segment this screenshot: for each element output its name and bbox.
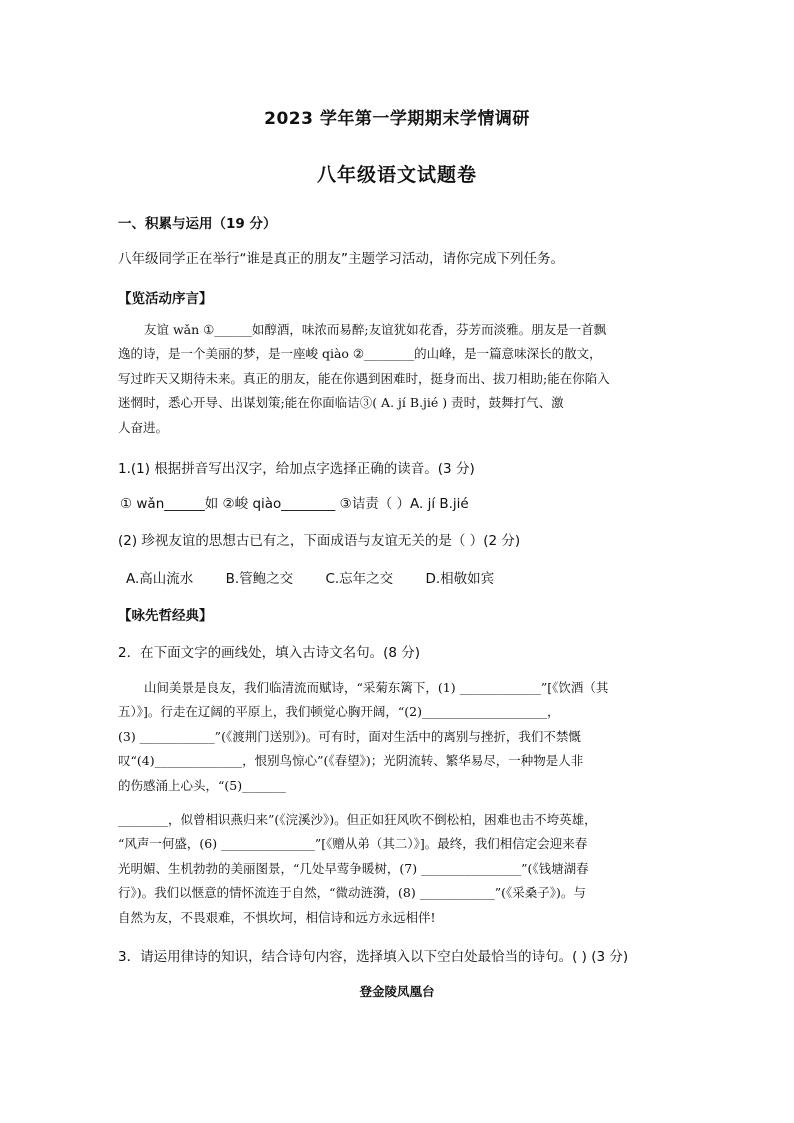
- question-2-paragraph-2: [118, 808, 680, 930]
- q2-line: 山间美景是良友，我们临清流而赋诗，“采菊东篱下，(1) _____________”[《饮酒（其: [144, 680, 609, 695]
- question-2: 2．在下面文字的画线处，填入古诗文名句。(8 分): [118, 645, 421, 661]
- option-a: A.高山流水: [126, 571, 194, 587]
- part-a-heading: 【览活动序言】: [118, 291, 213, 307]
- option-b: B.管鲍之交: [225, 571, 294, 587]
- preface-line: 迷惘时，悉心开导、出谋划策;能在你面临诘③( A. jí B.jié ) 责时，鼓舞打气、激: [118, 395, 564, 411]
- exam-title: 2023 学年第一学期期末学情调研: [264, 109, 530, 129]
- preface-line: 友谊 wǎn ①______如醇酒，味浓而易醉;友谊犹如花香，芬芳而淡雅。朋友是一首飘: [144, 322, 607, 337]
- question-1-1: 1.(1) 根据拼音写出汉字，给加点字选择正确的读音。(3 分): [118, 461, 475, 477]
- q2-line: 光明媚、生机勃勃的美丽图景，“几处早莺争暖树，(7) ________________”(《钱塘湖春: [118, 860, 589, 876]
- question-1-1-answer: ① wǎn______如 ②峻 qiào________ ③诘责（ ）A. jí B.jié: [120, 496, 469, 512]
- q2-line: ________，似曾相识燕归来”(《浣溪沙》)。但正如狂风吹不倒松柏，困难也击不垮英雄，: [118, 812, 597, 827]
- q2-line: 行》)。我们以惬意的情怀流连于自然，“微动涟漪，(8) ____________”(《采桑子》)。与: [118, 885, 586, 901]
- part-b-heading: 【咏先哲经典】: [118, 608, 213, 624]
- section-heading: 一、积累与运用（19 分）: [118, 216, 277, 232]
- question-3: 3．请运用律诗的知识，结合诗句内容，选择填入以下空白处最恰当的诗句。( ) (3 分): [118, 949, 629, 965]
- preface-paragraph: [118, 318, 680, 440]
- preface-line: 写过昨天又期待未来。真正的朋友，能在你遇到困难时，挺身而出、拔刀相助;能在你陷入: [118, 370, 610, 386]
- option-c: C.忘年之交: [325, 571, 394, 587]
- question-1-2: (2) 珍视友谊的思想古已有之，下面成语与友谊无关的是（ ）(2 分): [118, 533, 521, 549]
- section-intro: 八年级同学正在举行“谁是真正的朋友”主题学习活动，请你完成下列任务。: [118, 251, 564, 267]
- q2-line: 叹“(4)______________，恨别鸟惊心”(《春望》)；光阴流转、繁华易尽，一种物是人非: [118, 753, 584, 769]
- q2-line: (3) ____________”(《渡荆门送别》)。可有时，面对生活中的离别与挫折，我们不禁慨: [118, 728, 581, 744]
- exam-subtitle: 八年级语文试题卷: [316, 164, 477, 186]
- preface-line: 人奋进。: [118, 419, 169, 435]
- question-1-2-options: [126, 567, 522, 587]
- q2-line: 的伤感涌上心头，“(5)_______: [118, 777, 286, 793]
- q2-line: 五）》]。行走在辽阔的平原上，我们顿觉心胸开阔，“(2)____________________，: [118, 704, 560, 720]
- option-d: D.相敬如宾: [425, 571, 495, 587]
- poem-title: 登金陵凤凰台: [359, 984, 435, 999]
- preface-line: 逸的诗，是一个美丽的梦，是一座峻 qiào ②________的山峰，是一篇意味深长的散文，: [118, 346, 602, 362]
- q2-line: 自然为友，不畏艰难，不惧坎坷，相信诗和远方永远相伴!: [118, 909, 436, 925]
- question-2-paragraph-1: [118, 676, 680, 798]
- q2-line: “风声一何盛，(6) _______________”[《赠从弟（其二）》]。最终，我们相信定会迎来春: [118, 836, 588, 852]
